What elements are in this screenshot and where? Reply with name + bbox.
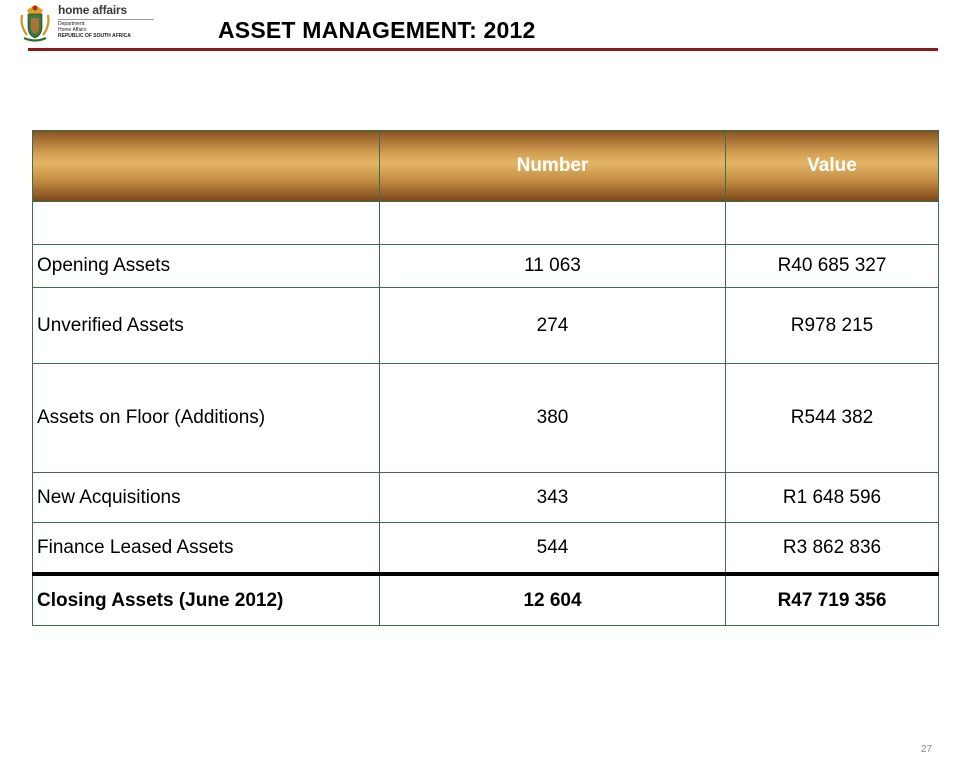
row-number: 380 (380, 364, 726, 473)
row-number: 11 063 (380, 245, 726, 288)
page-title: ASSET MANAGEMENT: 2012 (218, 17, 536, 43)
row-label (33, 202, 380, 245)
row-label: Closing Assets (June 2012) (33, 574, 380, 626)
header-number: Number (380, 131, 726, 202)
row-number: 544 (380, 523, 726, 575)
home-affairs-logo (18, 2, 148, 44)
logo-line-home-affairs: Home Affairs (58, 27, 87, 33)
row-label: Unverified Assets (33, 288, 380, 364)
asset-table (32, 130, 939, 626)
table-row (33, 364, 939, 473)
row-value: R47 719 356 (726, 574, 939, 626)
row-value: R544 382 (726, 364, 939, 473)
row-label: Finance Leased Assets (33, 523, 380, 575)
row-label: New Acquisitions (33, 473, 380, 523)
row-label: Opening Assets (33, 245, 380, 288)
coat-of-arms-icon (18, 2, 52, 42)
table-header-row (33, 131, 939, 202)
row-number: 12 604 (380, 574, 726, 626)
header-label (33, 131, 380, 202)
row-value: R1 648 596 (726, 473, 939, 523)
row-value: R3 862 836 (726, 523, 939, 575)
row-value: R40 685 327 (726, 245, 939, 288)
table-row-closing (33, 574, 939, 626)
row-number (380, 202, 726, 245)
table-row (33, 202, 939, 245)
header-value: Value (726, 131, 939, 202)
table-row (33, 288, 939, 364)
row-value (726, 202, 939, 245)
logo-divider (58, 19, 154, 20)
row-number: 343 (380, 473, 726, 523)
table-row (33, 473, 939, 523)
logo-brand-text: home affairs (58, 3, 127, 17)
row-value: R978 215 (726, 288, 939, 364)
logo-line-department: Department: (58, 21, 86, 27)
logo-line-republic: REPUBLIC OF SOUTH AFRICA (58, 33, 131, 39)
table-row (33, 523, 939, 575)
page-number: 27 (921, 744, 933, 755)
table-row (33, 245, 939, 288)
row-number: 274 (380, 288, 726, 364)
title-divider (28, 48, 938, 51)
row-label: Assets on Floor (Additions) (33, 364, 380, 473)
